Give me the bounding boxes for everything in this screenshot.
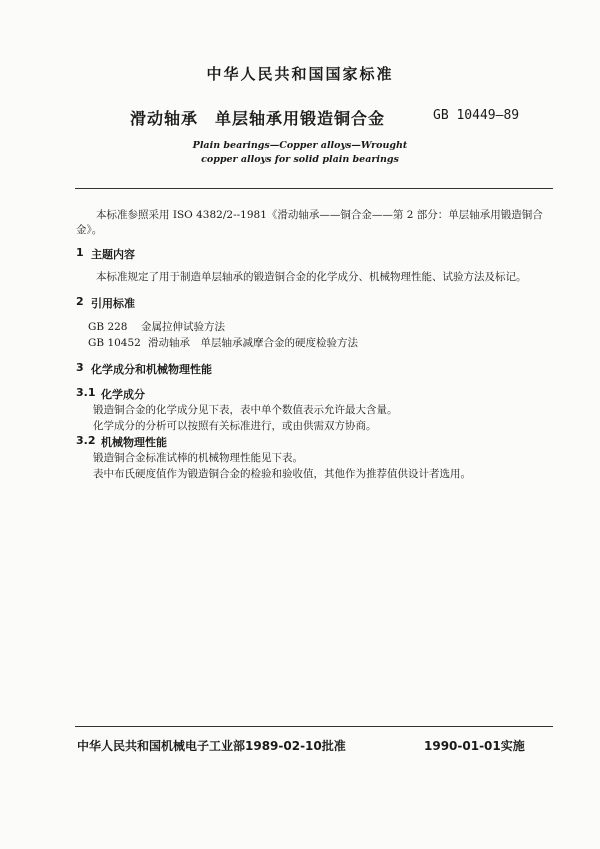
footer-divider [75, 726, 553, 727]
document-title: 滑动轴承 单层轴承用锻造铜合金 [130, 109, 386, 128]
ref-2-code: GB 10452 [88, 337, 141, 349]
footer-issuer: 中华人民共和国机械电子工业部 [77, 739, 246, 753]
ref-2-name: 滑动轴承 单层轴承减摩合金的硬度检验方法 [148, 337, 358, 349]
intro-line1: 本标准参照采用 ISO 4382/2--1981《滑动轴承——铜合金——第 2 部分：单层轴承用锻造铜合 [96, 209, 543, 221]
section-2-title: 引用标准 [91, 297, 135, 310]
section-3-number: 3 [76, 361, 84, 374]
section-2-number: 2 [76, 295, 84, 308]
section-3-title: 化学成分和机械物理性能 [91, 363, 212, 376]
section-1-text: 本标准规定了用于制造单层轴承的锻造铜合金的化学成分、机械物理性能、试验方法及标记。 [96, 271, 527, 283]
section-3-1-title: 化学成分 [101, 388, 145, 401]
section-1-number: 1 [76, 246, 84, 259]
section-1-title: 主题内容 [91, 248, 135, 261]
header-divider [75, 188, 553, 189]
section-3-2-title: 机械物理性能 [101, 436, 167, 449]
section-3-2-number: 3.2 [76, 434, 96, 447]
section-3-1-line2: 化学成分的分析可以按照有关标准进行，或由供需双方协商。 [93, 420, 377, 432]
english-title-line1: Plain bearings—Copper alloys—Wrought [192, 140, 408, 151]
intro-line2: 金》。 [76, 224, 103, 236]
ref-1-name: 金属拉伸试验方法 [141, 321, 225, 333]
section-3-2-line2: 表中布氏硬度值作为锻造铜合金的检验和验收值，其他作为推荐值供设计者选用。 [93, 468, 471, 480]
standard-number: GB 10449—89 [433, 108, 520, 123]
section-3-2-line1: 锻造铜合金标准试棒的机械物理性能见下表。 [93, 452, 303, 464]
ref-1-code: GB 228 [88, 321, 128, 333]
footer-approval-date: 1989-02-10批准 [245, 739, 346, 753]
footer-effective-date: 1990-01-01实施 [424, 739, 525, 753]
document-header: 中华人民共和国国家标准 [206, 65, 394, 83]
section-3-1-number: 3.1 [76, 386, 96, 399]
section-3-1-line1: 锻造铜合金的化学成分见下表，表中单个数值表示允许最大含量。 [93, 404, 398, 416]
english-title-line2: copper alloys for solid plain bearings [201, 154, 399, 165]
